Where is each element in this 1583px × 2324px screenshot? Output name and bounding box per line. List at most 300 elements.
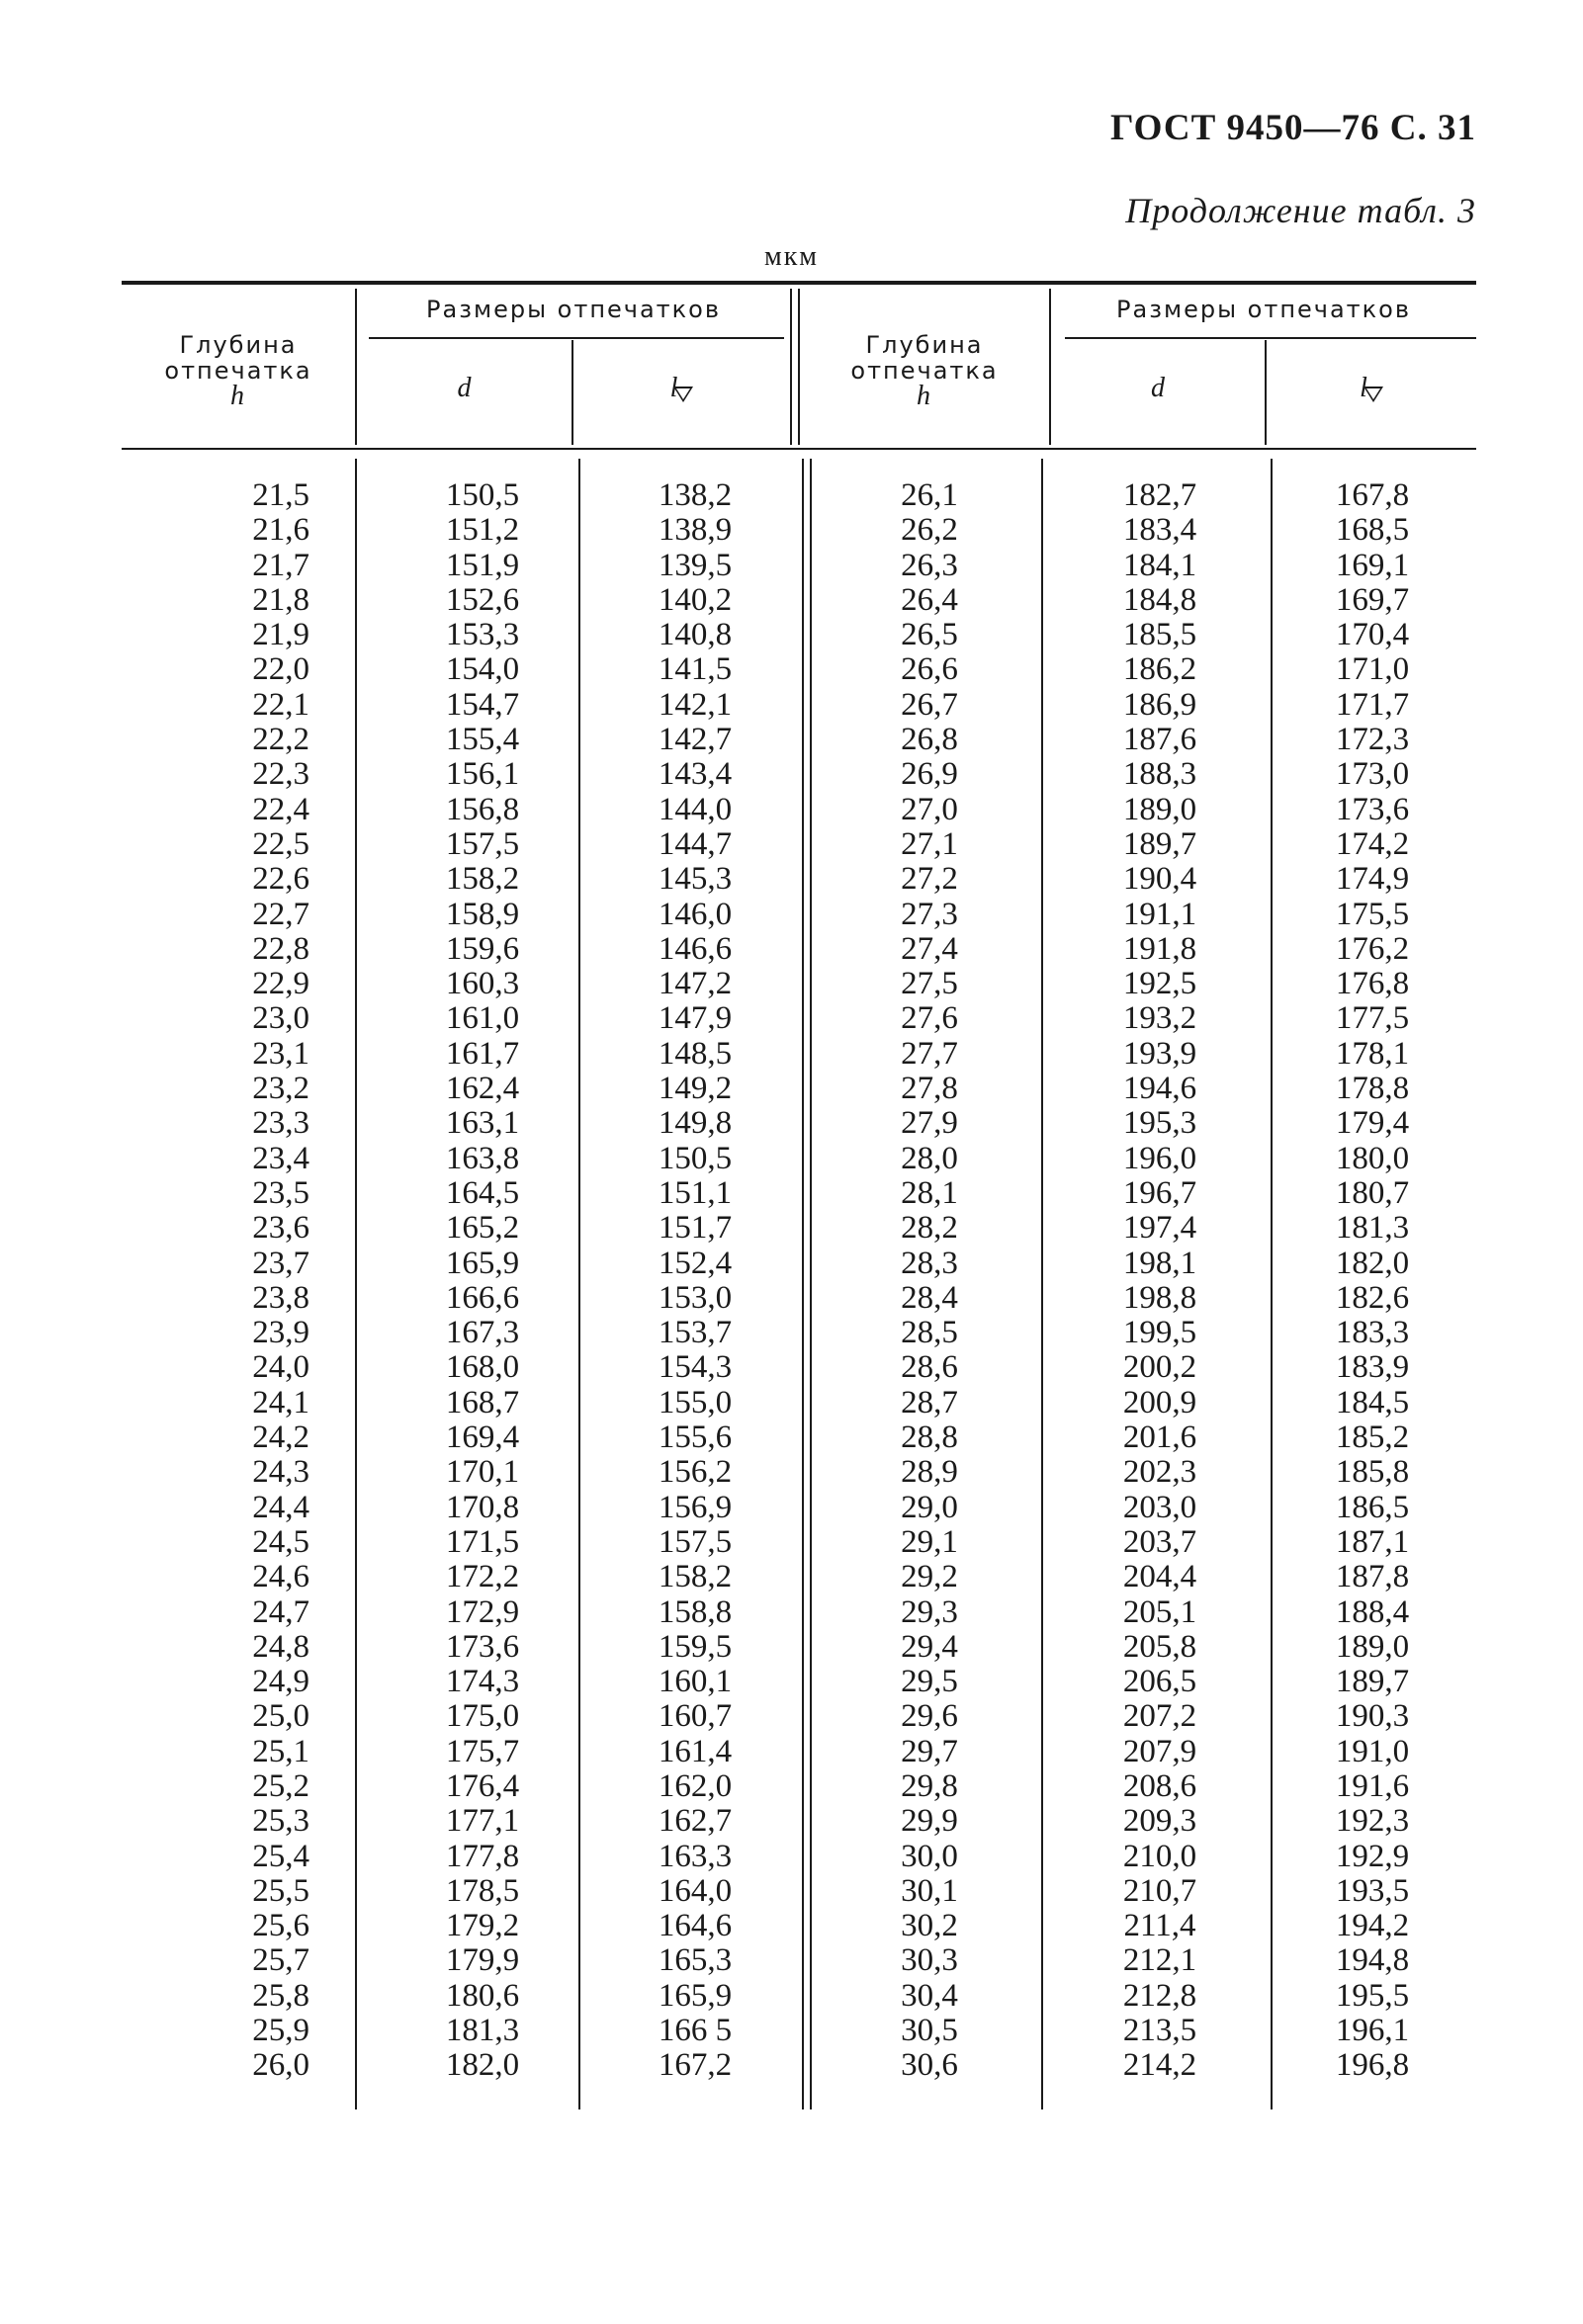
table-cell: 29,3 [901, 1593, 958, 1630]
table-cell: 164,6 [658, 1908, 733, 1944]
table-cell: 168,7 [445, 1384, 520, 1420]
table-cell: 30,0 [901, 1838, 958, 1874]
table-cell: 170,1 [445, 1454, 520, 1491]
table-cell: 183,9 [1335, 1349, 1410, 1386]
table-cell: 150,5 [445, 477, 520, 513]
table-cell: 196,0 [1122, 1140, 1197, 1176]
table-cell: 154,7 [445, 686, 520, 723]
table-cell: 151,7 [658, 1210, 733, 1247]
table-cell: 160,7 [658, 1698, 733, 1735]
table-cell: 180,7 [1335, 1174, 1410, 1211]
table-cell: 170,8 [445, 1489, 520, 1525]
table-cell: 27,5 [901, 966, 958, 1002]
table-cell: 26,0 [252, 2047, 309, 2084]
table-cell: 189,7 [1335, 1664, 1410, 1700]
table-cell: 184,8 [1122, 581, 1197, 618]
header-l-right: l [1267, 376, 1476, 401]
table-cell: 169,1 [1335, 547, 1410, 583]
table-cell: 138,2 [658, 477, 733, 513]
table-cell: 27,9 [901, 1105, 958, 1142]
table-cell: 24,7 [252, 1593, 309, 1630]
table-cell: 195,3 [1122, 1105, 1197, 1142]
table-cell: 194,8 [1335, 1942, 1410, 1979]
table-cell: 202,3 [1122, 1454, 1197, 1491]
table-cell: 167,3 [445, 1315, 520, 1351]
table-cell: 141,5 [658, 651, 733, 688]
table-cell: 200,9 [1122, 1384, 1197, 1420]
table-cell: 23,5 [252, 1174, 309, 1211]
table-cell: 156,1 [445, 756, 520, 793]
table-cell: 210,7 [1122, 1872, 1197, 1909]
table-cell: 172,9 [445, 1593, 520, 1630]
table-cell: 190,3 [1335, 1698, 1410, 1735]
table-cell: 22,0 [252, 651, 309, 688]
table-cell: 191,0 [1335, 1733, 1410, 1769]
table-cell: 23,4 [252, 1140, 309, 1176]
table-cell: 176,2 [1335, 930, 1410, 967]
table-cell: 172,3 [1335, 722, 1410, 758]
table-cell: 30,4 [901, 1977, 958, 2014]
table-cell: 28,0 [901, 1140, 958, 1176]
table-cell: 173,6 [1335, 791, 1410, 827]
header-imprint-sizes-right: Размеры отпечатков [1116, 296, 1411, 323]
table-cell: 161,4 [658, 1733, 733, 1769]
table-cell: 24,4 [252, 1489, 309, 1525]
table-cell: 24,3 [252, 1454, 309, 1491]
table-cell: 157,5 [445, 825, 520, 862]
table-cell: 154,0 [445, 651, 520, 688]
table-cell: 177,1 [445, 1803, 520, 1840]
table-cell: 28,8 [901, 1420, 958, 1456]
table-cell: 25,4 [252, 1838, 309, 1874]
table-cell: 26,9 [901, 756, 958, 793]
table-cell: 210,0 [1122, 1838, 1197, 1874]
table-cell: 207,9 [1122, 1733, 1197, 1769]
table-cell: 146,0 [658, 896, 733, 932]
table-cell: 170,4 [1335, 617, 1410, 653]
table-cell: 139,5 [658, 547, 733, 583]
table-cell: 188,3 [1122, 756, 1197, 793]
table-cell: 147,2 [658, 966, 733, 1002]
table-cell: 207,2 [1122, 1698, 1197, 1735]
table-cell: 29,6 [901, 1698, 958, 1735]
table-cell: 171,7 [1335, 686, 1410, 723]
table-cell: 138,9 [658, 512, 733, 549]
table-cell: 177,8 [445, 1838, 520, 1874]
table-cell: 25,1 [252, 1733, 309, 1769]
body-vline-4 [1271, 459, 1273, 2109]
table-cell: 27,7 [901, 1035, 958, 1072]
table-cell: 23,8 [252, 1279, 309, 1316]
table-cell: 182,7 [1122, 477, 1197, 513]
table-cell: 161,7 [445, 1035, 520, 1072]
table-cell: 152,6 [445, 581, 520, 618]
table-cell: 25,7 [252, 1942, 309, 1979]
table-cell: 27,1 [901, 825, 958, 862]
table-cell: 163,8 [445, 1140, 520, 1176]
table-cell: 29,2 [901, 1559, 958, 1595]
table-cell: 165,9 [658, 1977, 733, 2014]
table-cell: 28,9 [901, 1454, 958, 1491]
table-cell: 194,2 [1335, 1908, 1410, 1944]
table-cell: 30,6 [901, 2047, 958, 2084]
table-cell: 151,9 [445, 547, 520, 583]
column-h-left [161, 478, 309, 2084]
table-cell: 22,1 [252, 686, 309, 723]
table-cell: 27,0 [901, 791, 958, 827]
table-cell: 203,0 [1122, 1489, 1197, 1525]
subheader-rule-left [369, 337, 784, 339]
table-cell: 195,5 [1335, 1977, 1410, 2014]
table-cell: 27,6 [901, 1000, 958, 1037]
data-table [122, 281, 1476, 2109]
table-cell: 26,1 [901, 477, 958, 513]
table-cell: 160,3 [445, 966, 520, 1002]
table-cell: 160,1 [658, 1664, 733, 1700]
table-cell: 163,1 [445, 1105, 520, 1142]
table-cell: 25,0 [252, 1698, 309, 1735]
table-cell: 200,2 [1122, 1349, 1197, 1386]
table-cell: 176,8 [1335, 966, 1410, 1002]
table-cell: 28,3 [901, 1245, 958, 1281]
table-cell: 22,2 [252, 722, 309, 758]
table-cell: 193,9 [1122, 1035, 1197, 1072]
table-cell: 26,8 [901, 722, 958, 758]
table-cell: 169,4 [445, 1420, 520, 1456]
table-cell: 28,2 [901, 1210, 958, 1247]
table-cell: 163,3 [658, 1838, 733, 1874]
table-cell: 25,2 [252, 1767, 309, 1804]
table-cell: 162,7 [658, 1803, 733, 1840]
table-cell: 166 5 [658, 2013, 733, 2049]
table-cell: 175,5 [1335, 896, 1410, 932]
table-caption: Продолжение табл. 3 [1125, 191, 1476, 230]
table-cell: 167,8 [1335, 477, 1410, 513]
table-cell: 209,3 [1122, 1803, 1197, 1840]
table-cell: 193,5 [1335, 1872, 1410, 1909]
table-cell: 178,8 [1335, 1071, 1410, 1107]
header-imprint-sizes-left: Размеры отпечатков [426, 296, 721, 323]
table-cell: 187,1 [1335, 1523, 1410, 1560]
table-cell: 186,2 [1122, 651, 1197, 688]
table-cell: 159,5 [658, 1628, 733, 1665]
table-cell: 156,2 [658, 1454, 733, 1491]
table-cell: 161,0 [445, 1000, 520, 1037]
table-cell: 199,5 [1122, 1315, 1197, 1351]
table-cell: 21,5 [252, 477, 309, 513]
table-cell: 203,7 [1122, 1523, 1197, 1560]
table-cell: 25,5 [252, 1872, 309, 1909]
table-cell: 23,1 [252, 1035, 309, 1072]
table-cell: 189,0 [1122, 791, 1197, 827]
table-cell: 23,7 [252, 1245, 309, 1281]
table-cell: 178,1 [1335, 1035, 1410, 1072]
table-cell: 155,6 [658, 1420, 733, 1456]
table-cell: 165,3 [658, 1942, 733, 1979]
table-cell: 146,6 [658, 930, 733, 967]
table-cell: 21,9 [252, 617, 309, 653]
table-cell: 156,9 [658, 1489, 733, 1525]
table-cell: 28,4 [901, 1279, 958, 1316]
table-cell: 208,6 [1122, 1767, 1197, 1804]
table-cell: 204,4 [1122, 1559, 1197, 1595]
table-cell: 181,3 [1335, 1210, 1410, 1247]
table-cell: 184,1 [1122, 547, 1197, 583]
table-cell: 22,4 [252, 791, 309, 827]
table-cell: 192,5 [1122, 966, 1197, 1002]
column-l-right [1298, 478, 1447, 2084]
table-cell: 213,5 [1122, 2013, 1197, 2049]
table-cell: 155,4 [445, 722, 520, 758]
table-cell: 23,9 [252, 1315, 309, 1351]
table-cell: 24,9 [252, 1664, 309, 1700]
table-cell: 212,1 [1122, 1942, 1197, 1979]
table-cell: 173,6 [445, 1628, 520, 1665]
table-cell: 154,3 [658, 1349, 733, 1386]
table-cell: 198,8 [1122, 1279, 1197, 1316]
table-cell: 145,3 [658, 861, 733, 898]
table-cell: 212,8 [1122, 1977, 1197, 2014]
table-cell: 140,2 [658, 581, 733, 618]
table-cell: 25,3 [252, 1803, 309, 1840]
header-l-left: l [573, 376, 790, 401]
table-cell: 175,7 [445, 1733, 520, 1769]
table-cell: 27,8 [901, 1071, 958, 1107]
header-double-vline-a [790, 289, 792, 445]
table-cell: 29,7 [901, 1733, 958, 1769]
table-cell: 178,5 [445, 1872, 520, 1909]
table-cell: 27,2 [901, 861, 958, 898]
table-cell: 29,1 [901, 1523, 958, 1560]
table-cell: 25,6 [252, 1908, 309, 1944]
table-cell: 153,0 [658, 1279, 733, 1316]
table-cell: 26,2 [901, 512, 958, 549]
table-cell: 164,5 [445, 1174, 520, 1211]
body-vline-3 [1041, 459, 1043, 2109]
table-cell: 150,5 [658, 1140, 733, 1176]
header-depth-right: Глубина отпечатка h [850, 331, 999, 411]
table-cell: 22,5 [252, 825, 309, 862]
table-cell: 149,2 [658, 1071, 733, 1107]
table-cell: 165,9 [445, 1245, 520, 1281]
table-cell: 168,5 [1335, 512, 1410, 549]
table-cell: 21,7 [252, 547, 309, 583]
body-double-vline-b [810, 459, 812, 2109]
table-cell: 188,4 [1335, 1593, 1410, 1630]
table-cell: 173,0 [1335, 756, 1410, 793]
table-cell: 158,2 [658, 1559, 733, 1595]
table-cell: 201,6 [1122, 1420, 1197, 1456]
table-cell: 26,6 [901, 651, 958, 688]
table-cell: 198,1 [1122, 1245, 1197, 1281]
table-cell: 29,0 [901, 1489, 958, 1525]
table-cell: 142,7 [658, 722, 733, 758]
table-cell: 191,6 [1335, 1767, 1410, 1804]
table-cell: 26,4 [901, 581, 958, 618]
table-cell: 186,9 [1122, 686, 1197, 723]
table-cell: 23,3 [252, 1105, 309, 1142]
table-cell: 179,2 [445, 1908, 520, 1944]
triangle-symbol-icon [673, 387, 693, 402]
table-cell: 151,2 [445, 512, 520, 549]
table-cell: 174,2 [1335, 825, 1410, 862]
table-cell: 190,4 [1122, 861, 1197, 898]
table-cell: 165,2 [445, 1210, 520, 1247]
table-cell: 193,2 [1122, 1000, 1197, 1037]
table-cell: 186,5 [1335, 1489, 1410, 1525]
table-cell: 28,7 [901, 1384, 958, 1420]
table-cell: 156,8 [445, 791, 520, 827]
table-cell: 140,8 [658, 617, 733, 653]
table-cell: 28,1 [901, 1174, 958, 1211]
table-cell: 22,7 [252, 896, 309, 932]
triangle-symbol-icon [1363, 387, 1383, 402]
table-cell: 29,8 [901, 1767, 958, 1804]
column-h-right [855, 478, 1004, 2084]
table-cell: 187,6 [1122, 722, 1197, 758]
table-cell: 196,1 [1335, 2013, 1410, 2049]
table-cell: 184,5 [1335, 1384, 1410, 1420]
table-cell: 153,3 [445, 617, 520, 653]
header-d-right: d [1151, 373, 1165, 403]
table-cell: 182,6 [1335, 1279, 1410, 1316]
table-cell: 169,7 [1335, 581, 1410, 618]
header-d-left: d [457, 373, 472, 403]
table-cell: 22,3 [252, 756, 309, 793]
table-cell: 23,6 [252, 1210, 309, 1247]
table-cell: 185,5 [1122, 617, 1197, 653]
table-cell: 30,2 [901, 1908, 958, 1944]
table-cell: 183,3 [1335, 1315, 1410, 1351]
table-cell: 179,9 [445, 1942, 520, 1979]
table-cell: 153,7 [658, 1315, 733, 1351]
table-cell: 155,0 [658, 1384, 733, 1420]
table-cell: 211,4 [1123, 1908, 1196, 1944]
table-cell: 148,5 [658, 1035, 733, 1072]
table-cell: 25,9 [252, 2013, 309, 2049]
column-d-right [1086, 478, 1234, 2084]
table-cell: 179,4 [1335, 1105, 1410, 1142]
table-cell: 172,2 [445, 1559, 520, 1595]
header-bottom-rule [122, 448, 1476, 450]
table-cell: 30,5 [901, 2013, 958, 2049]
table-cell: 147,9 [658, 1000, 733, 1037]
table-cell: 197,4 [1122, 1210, 1197, 1247]
table-cell: 24,0 [252, 1349, 309, 1386]
table-cell: 152,4 [658, 1245, 733, 1281]
table-cell: 157,5 [658, 1523, 733, 1560]
table-cell: 22,6 [252, 861, 309, 898]
column-d-left [408, 478, 557, 2084]
table-cell: 21,6 [252, 512, 309, 549]
header-depth-left: Глубина отпечатка h [164, 331, 312, 411]
page-header: ГОСТ 9450—76 С. 31 [1110, 108, 1476, 148]
table-cell: 27,4 [901, 930, 958, 967]
table-cell: 142,1 [658, 686, 733, 723]
table-cell: 181,3 [445, 2013, 520, 2049]
table-cell: 24,6 [252, 1559, 309, 1595]
table-cell: 162,4 [445, 1071, 520, 1107]
table-cell: 192,3 [1335, 1803, 1410, 1840]
table-cell: 26,7 [901, 686, 958, 723]
table-cell: 22,8 [252, 930, 309, 967]
table-cell: 24,8 [252, 1628, 309, 1665]
table-cell: 189,7 [1122, 825, 1197, 862]
table-cell: 158,8 [658, 1593, 733, 1630]
table-cell: 183,4 [1122, 512, 1197, 549]
table-cell: 144,7 [658, 825, 733, 862]
table-cell: 171,0 [1335, 651, 1410, 688]
table-cell: 166,6 [445, 1279, 520, 1316]
table-cell: 149,8 [658, 1105, 733, 1142]
table-cell: 205,1 [1122, 1593, 1197, 1630]
table-cell: 164,0 [658, 1872, 733, 1909]
table-cell: 182,0 [1335, 1245, 1410, 1281]
table-cell: 26,3 [901, 547, 958, 583]
table-cell: 177,5 [1335, 1000, 1410, 1037]
table-cell: 27,3 [901, 896, 958, 932]
table-cell: 29,5 [901, 1664, 958, 1700]
table-cell: 187,8 [1335, 1559, 1410, 1595]
table-cell: 24,5 [252, 1523, 309, 1560]
table-cell: 28,5 [901, 1315, 958, 1351]
units-label: мкм [763, 241, 820, 272]
table-cell: 30,1 [901, 1872, 958, 1909]
table-cell: 29,4 [901, 1628, 958, 1665]
table-cell: 196,8 [1335, 2047, 1410, 2084]
table-cell: 162,0 [658, 1767, 733, 1804]
table-cell: 180,6 [445, 1977, 520, 2014]
table-cell: 158,2 [445, 861, 520, 898]
table-cell: 28,6 [901, 1349, 958, 1386]
body-vline-1 [355, 459, 357, 2109]
body-double-vline-a [802, 459, 804, 2109]
subheader-rule-right [1065, 337, 1476, 339]
table-cell: 185,2 [1335, 1420, 1410, 1456]
column-l-left [621, 478, 769, 2084]
table-cell: 196,7 [1122, 1174, 1197, 1211]
table-cell: 26,5 [901, 617, 958, 653]
table-cell: 206,5 [1122, 1664, 1197, 1700]
table-cell: 175,0 [445, 1698, 520, 1735]
table-cell: 29,9 [901, 1803, 958, 1840]
table-cell: 205,8 [1122, 1628, 1197, 1665]
table-cell: 144,0 [658, 791, 733, 827]
table-cell: 23,0 [252, 1000, 309, 1037]
table-cell: 24,2 [252, 1420, 309, 1456]
table-cell: 191,1 [1122, 896, 1197, 932]
table-cell: 194,6 [1122, 1071, 1197, 1107]
table-top-rule [122, 281, 1476, 285]
table-cell: 189,0 [1335, 1628, 1410, 1665]
table-cell: 151,1 [658, 1174, 733, 1211]
table-cell: 24,1 [252, 1384, 309, 1420]
table-cell: 180,0 [1335, 1140, 1410, 1176]
table-cell: 174,3 [445, 1664, 520, 1700]
table-cell: 214,2 [1122, 2047, 1197, 2084]
table-cell: 168,0 [445, 1349, 520, 1386]
table-cell: 25,8 [252, 1977, 309, 2014]
table-cell: 30,3 [901, 1942, 958, 1979]
table-cell: 158,9 [445, 896, 520, 932]
table-cell: 176,4 [445, 1767, 520, 1804]
table-cell: 174,9 [1335, 861, 1410, 898]
table-cell: 185,8 [1335, 1454, 1410, 1491]
table-cell: 159,6 [445, 930, 520, 967]
table-cell: 22,9 [252, 966, 309, 1002]
table-cell: 192,9 [1335, 1838, 1410, 1874]
table-cell: 167,2 [658, 2047, 733, 2084]
